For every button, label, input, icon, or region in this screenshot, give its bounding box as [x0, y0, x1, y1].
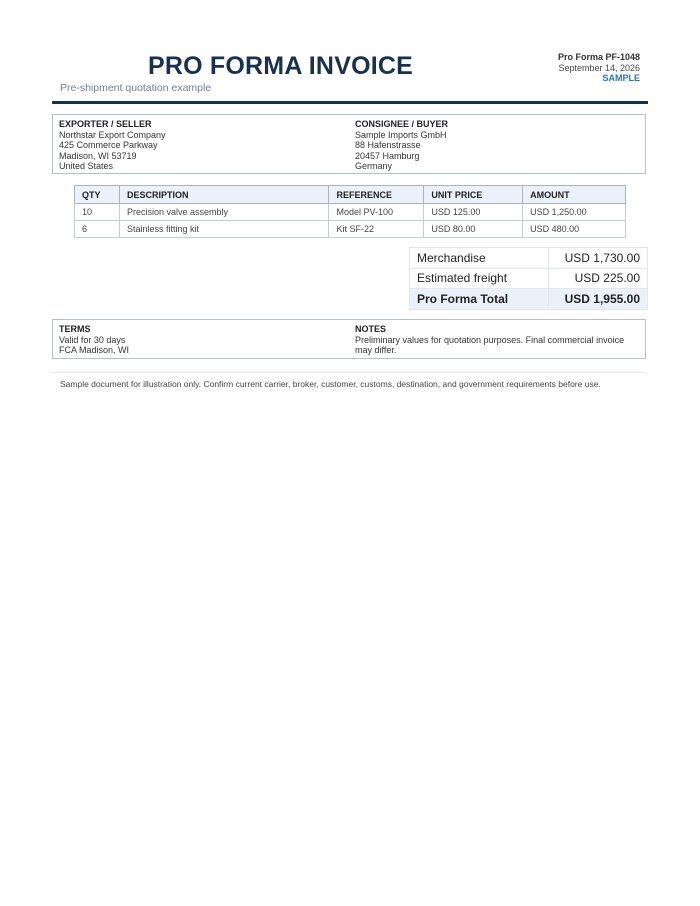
totals-label: Merchandise [410, 248, 549, 269]
cell-unit-price: USD 125.00 [424, 204, 523, 221]
exporter-line: 425 Commerce Parkway [59, 140, 158, 150]
cell-reference: Kit SF-22 [329, 221, 424, 238]
terms-notes-box [52, 319, 646, 359]
table-header-row [75, 186, 626, 204]
totals-row-merchandise [410, 248, 648, 269]
cell-description: Stainless fitting kit [119, 221, 329, 238]
document-id: Pro Forma PF-1048 [557, 52, 640, 62]
consignee-line: Germany [355, 161, 393, 171]
notes-text: Preliminary values for quotation purposes. Final commercial invoice may differ. [355, 334, 625, 355]
cell-amount: USD 1,250.00 [523, 204, 626, 221]
consignee-line: 88 Hafenstrasse [355, 140, 421, 150]
totals-table [409, 247, 648, 310]
cell-reference: Model PV-100 [329, 204, 424, 221]
consignee-line: 20457 Hamburg [355, 150, 420, 161]
totals-amount: USD 225.00 [549, 268, 648, 289]
cell-description: Precision valve assembly [119, 204, 329, 221]
exporter-heading: EXPORTER / SELLER [59, 119, 152, 129]
totals-row-grand-total [410, 289, 648, 310]
column-header-amount: AMOUNT [523, 186, 626, 204]
terms-line: Valid for 30 days [59, 334, 126, 345]
footer-disclaimer: Sample document for illustration only. Confirm current carrier, broker, customer, customs, destination, and government requirements before use. [52, 372, 646, 389]
notes-block [355, 324, 639, 356]
line-items-table [74, 185, 626, 238]
terms-heading: TERMS [59, 324, 91, 334]
terms-block [59, 324, 339, 356]
exporter-line: Northstar Export Company [59, 129, 166, 140]
totals-amount: USD 1,955.00 [549, 289, 648, 310]
cell-qty: 10 [75, 204, 120, 221]
table-row [75, 204, 626, 221]
exporter-line: Madison, WI 53719 [59, 150, 137, 161]
document-header [52, 50, 648, 104]
document-meta [558, 52, 640, 84]
totals-amount: USD 1,730.00 [549, 248, 648, 269]
totals-label: Pro Forma Total [410, 289, 549, 310]
cell-qty: 6 [75, 221, 120, 238]
totals-label: Estimated freight [410, 268, 549, 289]
document-subtitle: Pre-shipment quotation example [60, 82, 212, 94]
column-header-unit-price: UNIT PRICE [424, 186, 523, 204]
notes-heading: NOTES [355, 324, 387, 334]
column-header-description: DESCRIPTION [119, 186, 329, 204]
document-date: September 14, 2026 [558, 62, 640, 73]
cell-unit-price: USD 80.00 [424, 221, 523, 238]
column-header-qty: QTY [75, 186, 120, 204]
column-header-reference: REFERENCE [329, 186, 424, 204]
consignee-block [355, 119, 448, 172]
terms-line: FCA Madison, WI [59, 345, 130, 355]
cell-amount: USD 480.00 [523, 221, 626, 238]
sample-badge: SAMPLE [602, 73, 640, 83]
document-title: PRO FORMA INVOICE [148, 52, 413, 80]
exporter-block [59, 119, 166, 172]
table-row [75, 221, 626, 238]
consignee-line: Sample Imports GmbH [355, 129, 447, 140]
totals-row-freight [410, 268, 648, 289]
consignee-heading: CONSIGNEE / BUYER [355, 119, 449, 129]
exporter-line: United States [59, 161, 114, 171]
parties-box [52, 114, 646, 174]
